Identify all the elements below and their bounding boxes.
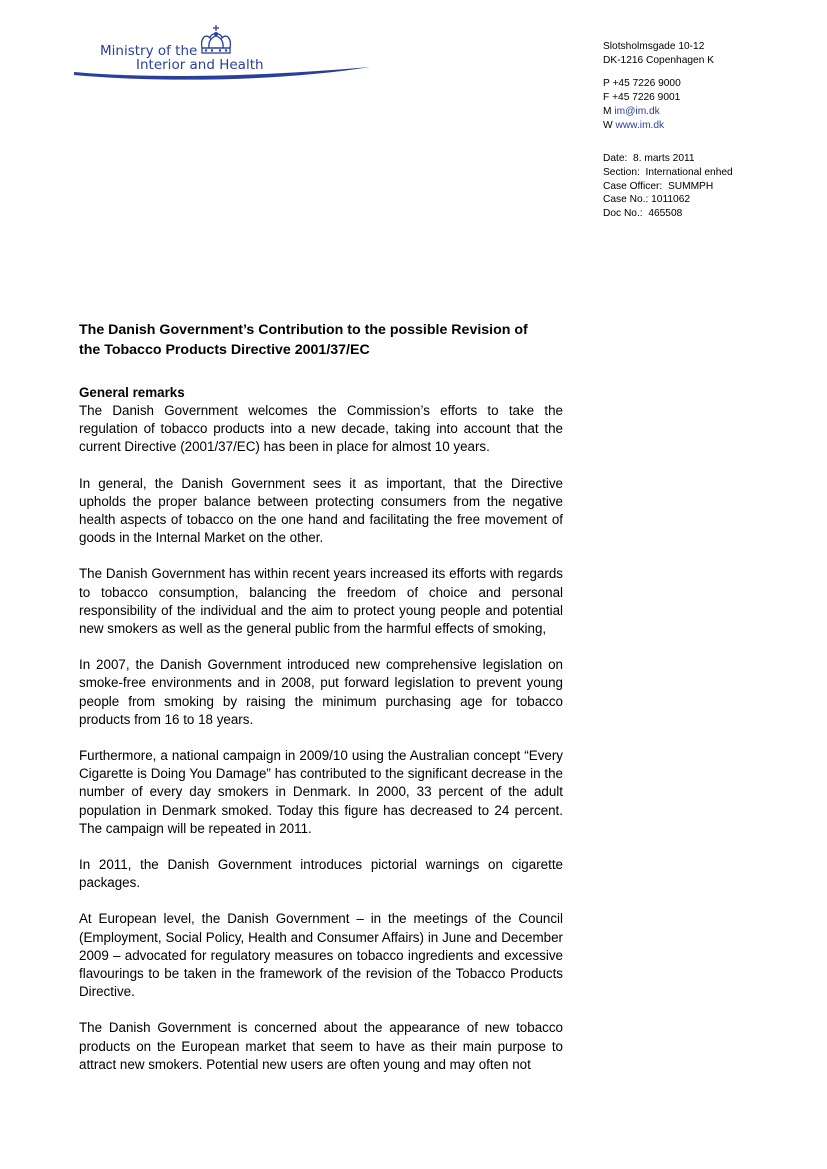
crown-icon <box>196 24 236 56</box>
address-line: Slotsholmsgade 10-12 <box>603 41 705 52</box>
meta-value: SUMMPH <box>667 180 714 192</box>
meta-value: International enhed <box>645 166 733 178</box>
contact-prefix: P <box>603 78 610 90</box>
phone-row <box>603 77 803 91</box>
paragraph: In general, the Danish Government sees it as important, that the Directive upholds the proper balance between protecting consumers from the negative health aspects of tobacco on the one hand and facilitating the free movement of goods in the Internal Market on the other. <box>79 475 563 546</box>
logo-swoosh <box>72 56 372 82</box>
meta-value: 8. marts 2011 <box>633 153 695 165</box>
fax-number: +45 7226 9001 <box>612 92 681 104</box>
address-line: DK-1216 Copenhagen K <box>603 54 715 66</box>
meta-label: Case Officer: <box>603 180 663 192</box>
address-block <box>603 40 803 67</box>
paragraph: In 2007, the Danish Government introduced new comprehensive legislation on smoke-free environments and in 2008, put forward legislation to prevent young people from smoking by raising the minimum purchasing age for tobacco products from 16 to 18 years. <box>79 657 563 727</box>
meta-label: Date: <box>603 153 628 165</box>
document-title <box>79 320 563 360</box>
document-body <box>79 320 563 1092</box>
paragraph: The Danish Government welcomes the Commission’s efforts to take the regulation of tobacco products into a new decade, taking into account that the current Directive (2001/37/EC) has been in place for almost 10 years. <box>79 403 563 455</box>
email-link[interactable]: im@im.dk <box>614 105 660 117</box>
fax-row <box>603 91 803 105</box>
case-officer-row <box>603 180 803 194</box>
ministry-logo <box>72 24 372 84</box>
sender-info <box>603 40 803 231</box>
paragraph: The Danish Government has within recent years increased its efforts with regards to tobacco consumption, balancing the freedom of choice and personal responsibility of the individual and the aim to protect young people and potential new smokers as well as the general public from the harmful effects of smoking, <box>79 566 563 637</box>
meta-label: Doc No.: <box>603 208 643 220</box>
date-row <box>603 152 803 166</box>
section-heading: General remarks <box>79 385 185 400</box>
meta-label: Section: <box>603 166 640 178</box>
web-row <box>603 119 803 133</box>
title-line: The Danish Government’s Contribution to the possible Revision of <box>79 322 528 338</box>
contact-block <box>603 77 803 132</box>
meta-block <box>603 152 803 221</box>
website-link[interactable]: www.im.dk <box>615 119 665 131</box>
paragraph: The Danish Government is concerned about the appearance of new tobacco products on the European market that seem to have as their main purpose to attract new smokers. Potential new users are often young and may often not <box>79 1020 563 1072</box>
meta-value: 465508 <box>648 208 683 220</box>
paragraph: At European level, the Danish Government – in the meetings of the Council (Employment, Social Policy, Health and Consumer Affairs) in June and December 2009 – advocated for regulatory measures on tobacco ingredients and excessive flavourings to be taken in the framework of the revision of the Tobacco Products Directive. <box>79 911 563 1000</box>
contact-prefix: M <box>603 105 612 117</box>
meta-label: Case No.: <box>603 194 649 206</box>
paragraph: In 2011, the Danish Government introduces pictorial warnings on cigarette packages. <box>79 857 563 891</box>
paragraph: Furthermore, a national campaign in 2009/10 using the Australian concept “Every Cigarette is Doing You Damage” has contributed to the significant decrease in the number of every day smokers in Denmark. In 2000, 33 percent of the adult population in Denmark smoked. Today this figure has decreased to 24 percent. The campaign will be repeated in 2011. <box>79 748 563 836</box>
title-line: the Tobacco Products Directive 2001/37/EC <box>79 342 370 358</box>
meta-value: 1011062 <box>651 194 691 206</box>
contact-prefix: W <box>603 119 613 131</box>
case-no-row <box>603 193 803 207</box>
contact-prefix: F <box>603 92 610 104</box>
phone-number: +45 7226 9000 <box>612 78 681 90</box>
logo-text-line1: Ministry of the <box>100 43 198 59</box>
doc-no-row <box>603 207 803 221</box>
email-row <box>603 105 803 119</box>
logo-text-line2: Interior and Health <box>136 57 264 73</box>
section-row <box>603 166 803 180</box>
